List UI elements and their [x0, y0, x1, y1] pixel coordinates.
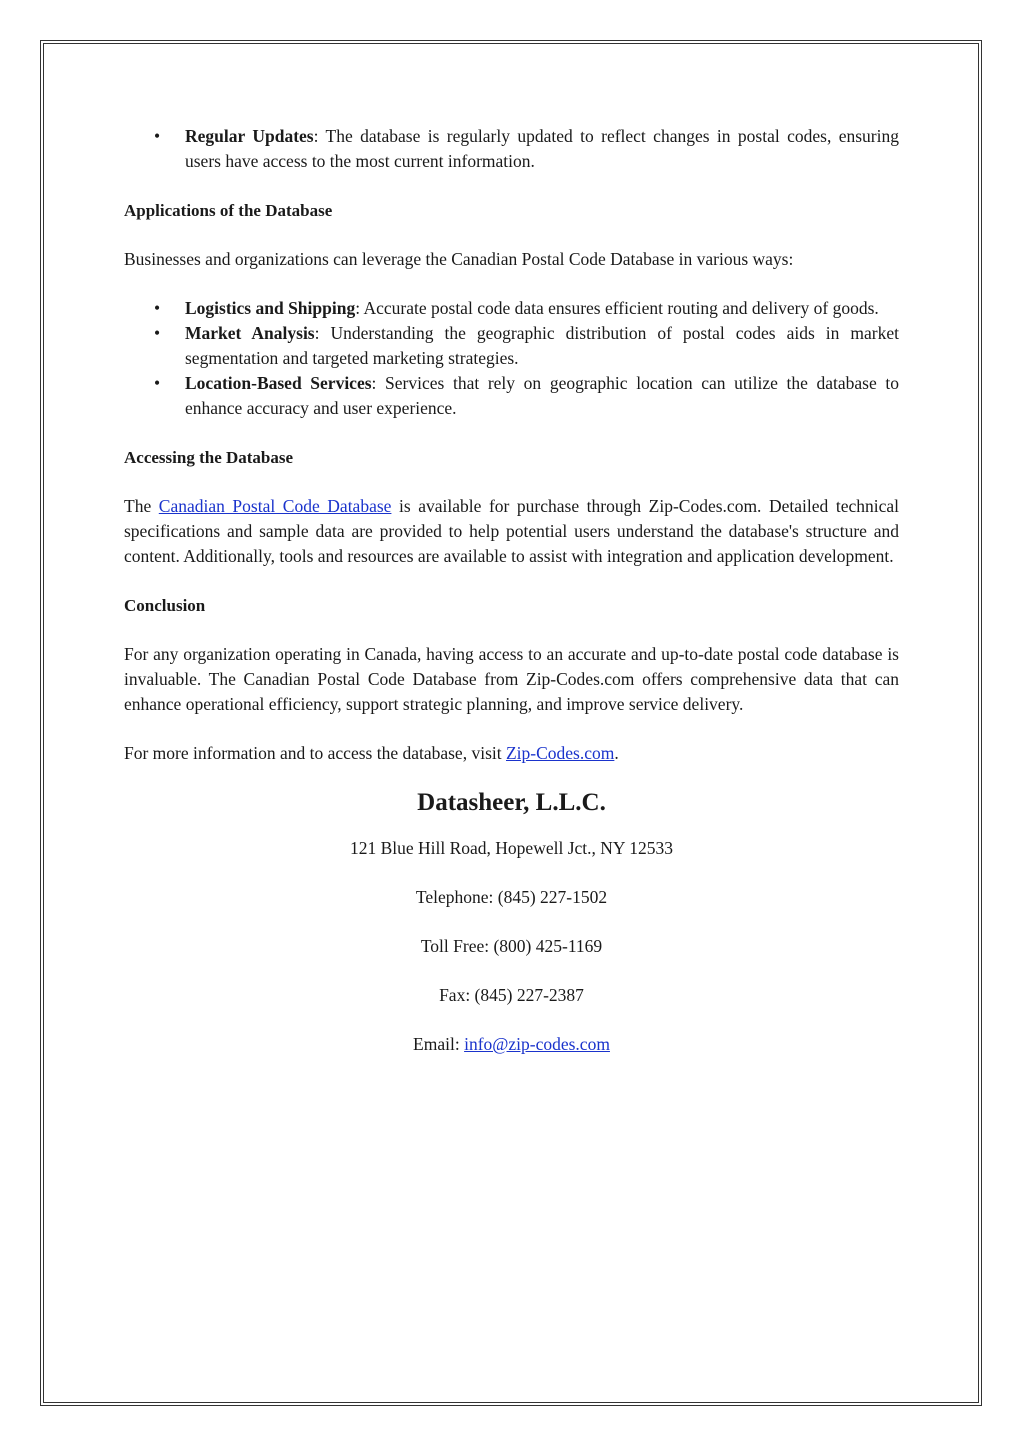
list-item	[124, 321, 899, 371]
list-item	[124, 296, 899, 321]
more-info-paragraph	[124, 741, 899, 766]
company-address: 121 Blue Hill Road, Hopewell Jct., NY 12533	[349, 838, 674, 858]
list-item-text: : Services that rely on geographic location can utilize the database to enhance accuracy and user experience.	[185, 373, 899, 418]
company-telephone: Telephone: (845) 227-1502	[415, 887, 608, 907]
list-item-text: : Understanding the geographic distribution of postal codes aids in market segmentation and targeted marketing strategies.	[185, 323, 899, 368]
section-heading-accessing: Accessing the Database	[124, 448, 294, 467]
email-link[interactable]: info@zip-codes.com	[464, 1034, 610, 1054]
features-list	[124, 124, 899, 174]
list-item-text: : Accurate postal code data ensures efficient routing and delivery of goods.	[355, 298, 879, 318]
more-info-suffix: .	[614, 743, 619, 763]
conclusion-paragraph: For any organization operating in Canada, having access to an accurate and up-to-date postal code database is invaluable. The Canadian Postal Code Database from Zip-Codes.com offers comprehensive data that can enhance operational efficiency, support strategic planning, and improve service delivery.	[124, 644, 899, 714]
list-item-term: Location-Based Services	[185, 373, 372, 393]
applications-intro: Businesses and organizations can leverage the Canadian Postal Code Database in various ways:	[124, 249, 794, 269]
company-fax: Fax: (845) 227-2387	[439, 985, 584, 1005]
list-item	[124, 371, 899, 421]
list-item-text: : The database is regularly updated to reflect changes in postal codes, ensuring users have access to the most current information.	[185, 126, 899, 171]
email-label: Email:	[413, 1034, 465, 1054]
list-item	[124, 124, 899, 174]
section-heading-applications: Applications of the Database	[124, 201, 333, 220]
applications-list	[124, 296, 899, 421]
more-info-prefix: For more information and to access the database, visit	[124, 743, 506, 763]
accessing-suffix: is available for purchase through Zip-Codes.com. Detailed technical specifications and sample data are provided to help potential users understand the database's structure and content. Additionally, tools and resources are available to assist with integration and application development.	[124, 496, 899, 566]
accessing-paragraph	[124, 494, 899, 569]
list-item-term: Market Analysis	[185, 323, 315, 343]
list-item-term: Logistics and Shipping	[185, 298, 356, 318]
list-item-term: Regular Updates	[185, 126, 314, 146]
canadian-database-link[interactable]: Canadian Postal Code Database	[158, 496, 392, 516]
accessing-prefix: The	[124, 496, 159, 516]
company-name: Datasheer, L.L.C.	[417, 789, 606, 816]
company-toll-free: Toll Free: (800) 425-1169	[420, 936, 603, 956]
zip-codes-link[interactable]: Zip-Codes.com	[505, 743, 615, 763]
section-heading-conclusion: Conclusion	[124, 596, 206, 615]
document-body	[124, 124, 899, 1057]
company-email	[124, 1032, 899, 1057]
